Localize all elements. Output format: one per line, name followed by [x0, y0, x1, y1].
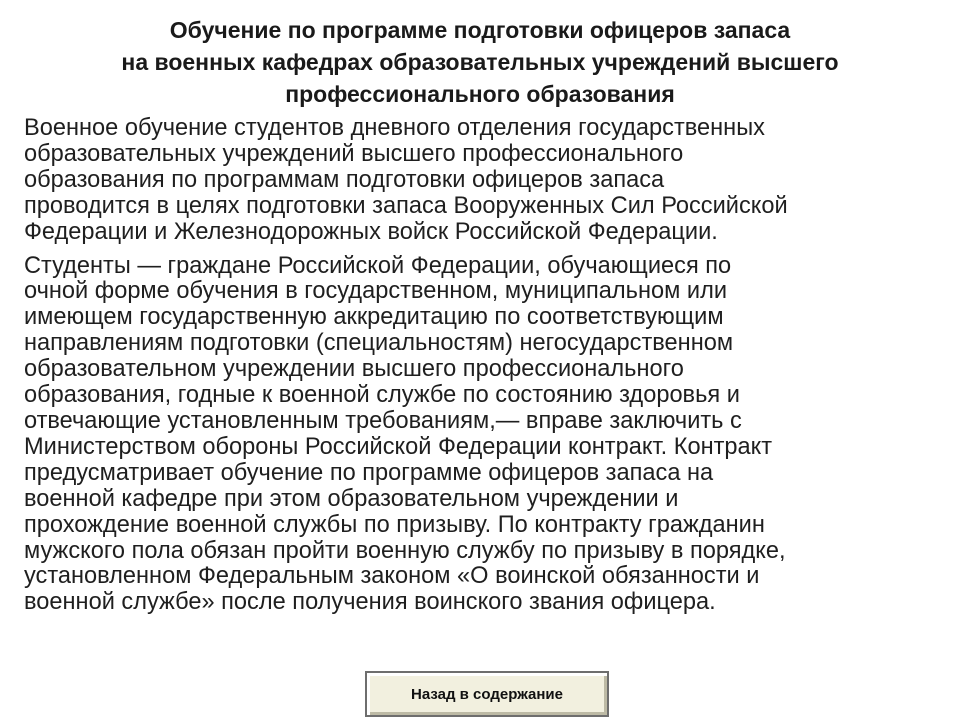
text-line: имеющем государственную аккредитацию по соответствующим: [24, 304, 724, 331]
text-line: очной форме обучения в государственном, муниципальном или: [24, 278, 728, 305]
title-line: Обучение по программе подготовки офицеров запаса: [169, 17, 791, 43]
back-to-contents-button[interactable]: Назад в содержание: [365, 671, 609, 717]
text-line: проводится в целях подготовки запаса Вооруженных Сил Российской: [24, 192, 788, 219]
text-line: установленном Федеральным законом «О воинской обязанности и: [24, 563, 760, 590]
text-line: военной службе» после получения воинского звания офицера.: [24, 589, 716, 616]
text-line: Студенты — граждане Российской Федерации, обучающиеся по: [24, 252, 732, 279]
text-line: отвечающие установленным требованиям,— вправе заключить с: [24, 407, 742, 434]
text-line: образовательном учреждении высшего профессионального: [24, 356, 684, 383]
text-line: образовательных учреждений высшего профессионального: [24, 140, 684, 167]
title-line: на военных кафедрах образовательных учреждений высшего: [121, 49, 839, 75]
text-line: Военное обучение студентов дневного отделения государственных: [24, 115, 765, 141]
text-line: образования, годные к военной службе по состоянию здоровья и: [24, 382, 740, 409]
text-line: прохождение военной службы по призыву. По контракту гражданин: [24, 511, 765, 538]
title-line: профессионального образования: [285, 81, 675, 107]
paragraph-students-contract: [24, 254, 936, 617]
text-line: мужского пола обязан пройти военную службу по призыву в порядке,: [24, 537, 786, 564]
paragraph-military-training: [24, 116, 936, 246]
text-line: Федерации и Железнодорожных войск Российской Федерации.: [24, 218, 718, 245]
text-line: предусматривает обучение по программе офицеров запаса на: [24, 459, 714, 486]
page-title: [20, 14, 940, 110]
text-line: образования по программам подготовки офицеров запаса: [24, 166, 665, 193]
text-line: направлениям подготовки (специальностям) негосударственном: [24, 330, 734, 357]
text-line: Министерством обороны Российской Федерации контракт. Контракт: [24, 433, 773, 460]
body-text: [24, 116, 936, 616]
text-line: военной кафедре при этом образовательном учреждении и: [24, 485, 679, 512]
